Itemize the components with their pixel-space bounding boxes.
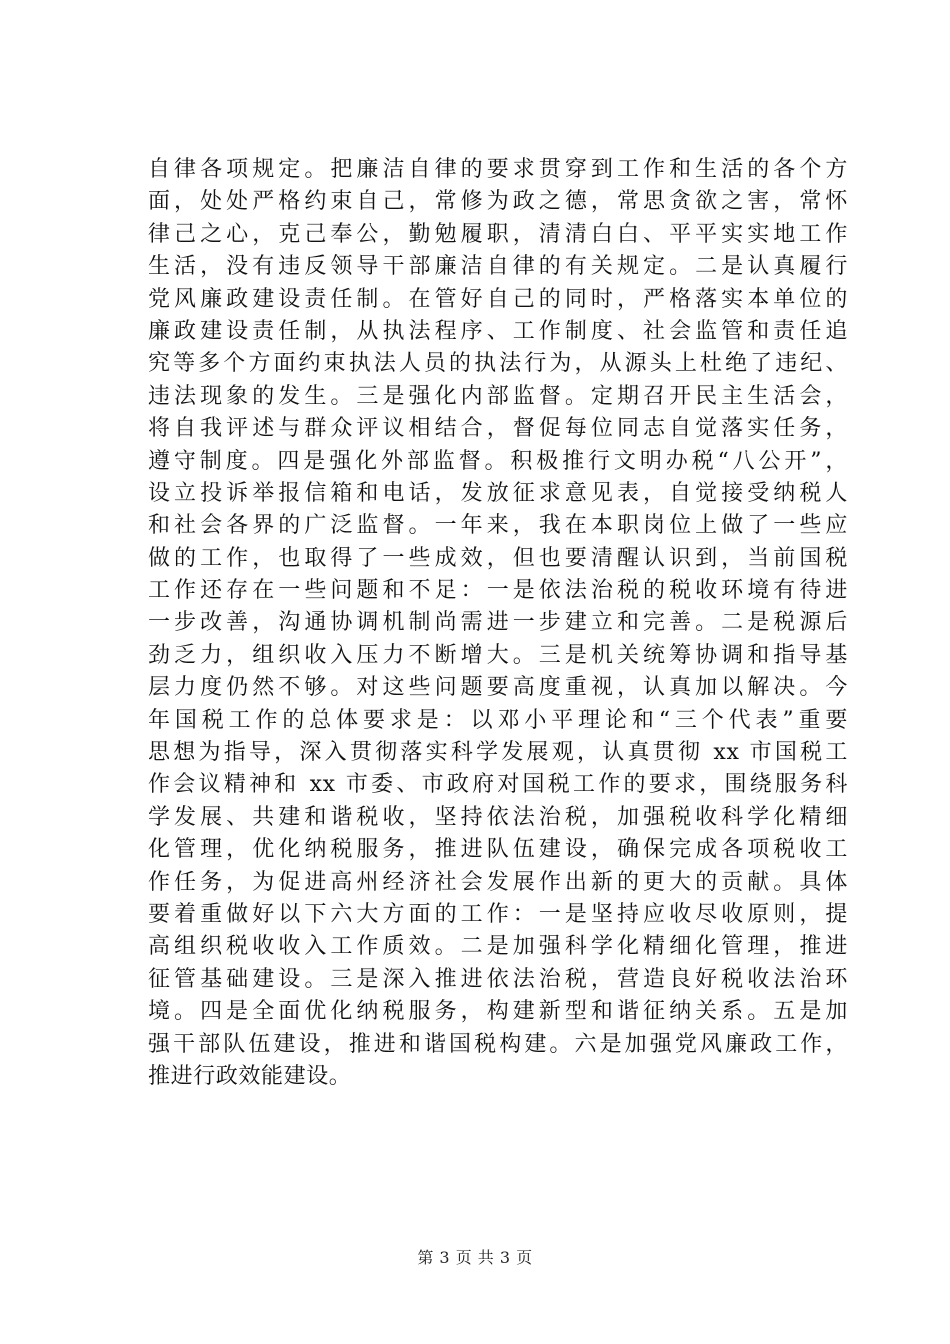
text-line: 学发展、共建和谐税收，坚持依法治税，加强税收科学化精细 [148, 804, 848, 830]
text-line: 作会议精神和 xx 市委、市政府对国税工作的要求，围绕服务科 [148, 772, 848, 798]
text-line: 遵守制度。四是强化外部监督。积极推行文明办税“八公开”， [148, 448, 848, 474]
text-line: 面，处处严格约束自己，常修为政之德，常思贪欲之害，常怀 [148, 189, 848, 215]
text-line: 违法现象的发生。三是强化内部监督。定期召开民主生活会， [148, 383, 848, 409]
text-line: 做的工作，也取得了一些成效，但也要清醒认识到，当前国税 [148, 545, 848, 571]
text-line: 思想为指导，深入贯彻落实科学发展观，认真贯彻 xx 市国税工 [148, 740, 848, 766]
text-line: 强干部队伍建设，推进和谐国税构建。六是加强党风廉政工作， [148, 1031, 848, 1057]
text-line: 征管基础建设。三是深入推进依法治税，营造良好税收法治环 [148, 966, 848, 992]
text-line: 境。四是全面优化纳税服务，构建新型和谐征纳关系。五是加 [148, 999, 848, 1025]
body-text [148, 154, 848, 1093]
text-line: 劲乏力，组织收入压力不断增大。三是机关统筹协调和指导基 [148, 642, 848, 668]
text-line: 和社会各界的广泛监督。一年来，我在本职岗位上做了一些应 [148, 513, 848, 539]
page-number-footer: 第 3 页 共 3 页 [417, 1248, 533, 1267]
text-line: 将自我评述与群众评议相结合，督促每位同志自觉落实任务， [148, 416, 848, 442]
text-line: 自律各项规定。把廉洁自律的要求贯穿到工作和生活的各个方 [148, 157, 848, 182]
text-line: 党风廉政建设责任制。在管好自己的同时，严格落实本单位的 [148, 286, 848, 312]
text-line: 一步改善，沟通协调机制尚需进一步建立和完善。二是税源后 [148, 610, 848, 636]
text-line: 作任务，为促进高州经济社会发展作出新的更大的贡献。具体 [148, 869, 848, 895]
text-line: 律己之心，克己奉公，勤勉履职，清清白白、平平实实地工作 [148, 221, 848, 247]
text-line: 生活，没有违反领导干部廉洁自律的有关规定。二是认真履行 [148, 254, 848, 280]
text-line: 年国税工作的总体要求是：以邓小平理论和“三个代表”重要 [148, 707, 848, 733]
text-line: 高组织税收收入工作质效。二是加强科学化精细化管理，推进 [148, 934, 848, 960]
text-line: 廉政建设责任制，从执法程序、工作制度、社会监管和责任追 [148, 318, 848, 344]
text-line: 推进行政效能建设。 [148, 1063, 352, 1089]
text-line: 设立投诉举报信箱和电话，发放征求意见表，自觉接受纳税人 [148, 480, 848, 506]
text-line: 层力度仍然不够。对这些问题要高度重视，认真加以解决。今 [148, 675, 848, 701]
text-line: 工作还存在一些问题和不足：一是依法治税的税收环境有待进 [148, 578, 848, 604]
text-line: 化管理，优化纳税服务，推进队伍建设，确保完成各项税收工 [148, 837, 848, 863]
text-line: 要着重做好以下六大方面的工作：一是坚持应收尽收原则，提 [148, 901, 848, 927]
text-line: 究等多个方面约束执法人员的执法行为，从源头上杜绝了违纪、 [148, 351, 848, 377]
